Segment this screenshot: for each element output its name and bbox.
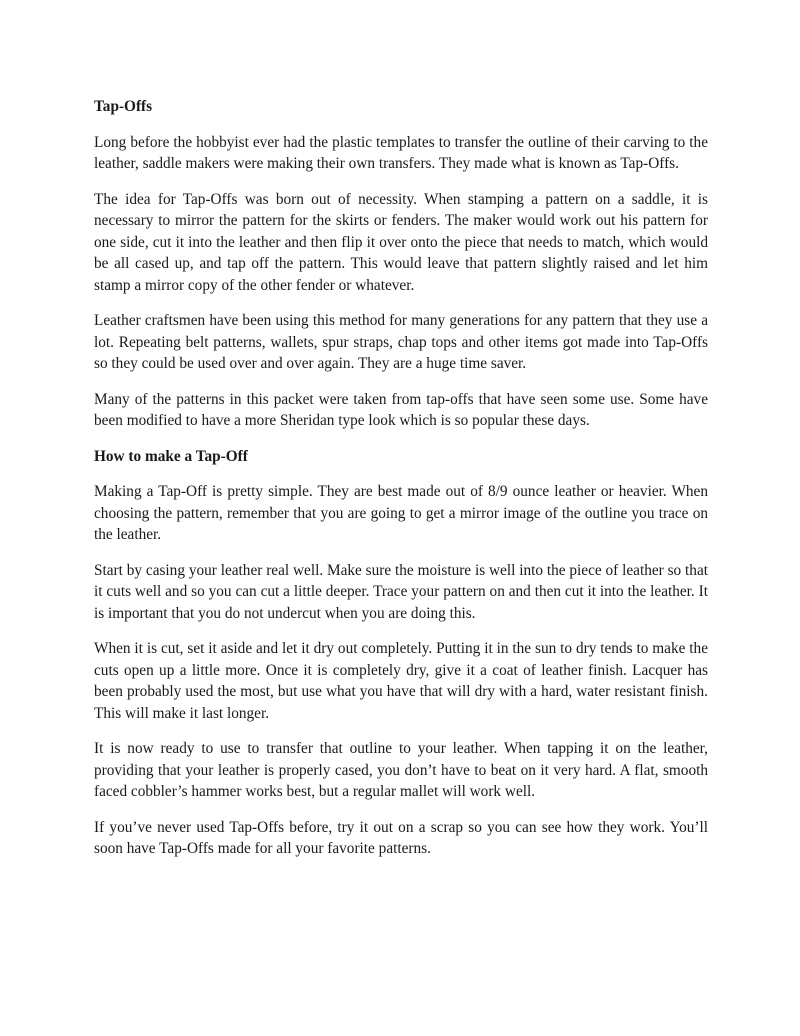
document-page [94, 96, 708, 874]
paragraph: Many of the patterns in this packet were taken from tap-offs that have seen some use. Some have been modified to have a more Sheridan type look which is so popular these days. [94, 390, 708, 429]
section-heading: Tap-Offs [94, 98, 153, 115]
paragraph: The idea for Tap-Offs was born out of necessity. When stamping a pattern on a saddle, it is necessary to mirror the pattern for the skirts or fenders. The maker would work out his pattern for one side, cut it into the leather and then flip it over onto the piece that needs to match, which would be all cased up, and tap off the pattern. This would leave that pattern slightly raised and let him stamp a mirror copy of the other fender or whatever. [94, 190, 708, 294]
paragraph: If you’ve never used Tap-Offs before, try it out on a scrap so you can see how they work. You’ll soon have Tap-Offs made for all your favorite patterns. [94, 818, 708, 857]
paragraph: Long before the hobbyist ever had the plastic templates to transfer the outline of their carving to the leather, saddle makers were making their own transfers. They made what is known as Tap-Offs. [94, 133, 708, 172]
paragraph: Start by casing your leather real well. Make sure the moisture is well into the piece of leather so that it cuts well and so you can cut a little deeper. Trace your pattern on and then cut it into the leather. It is important that you do not undercut when you are doing this. [94, 561, 708, 622]
paragraph: When it is cut, set it aside and let it dry out completely. Putting it in the sun to dry tends to make the cuts open up a little more. Once it is completely dry, give it a coat of leather finish. Lacquer has been probably used the most, but use what you have that will dry with a hard, water resistant finish. This will make it last longer. [94, 640, 708, 722]
section-how-to-make [94, 446, 708, 860]
paragraph: Leather craftsmen have been using this method for many generations for any pattern that they use a lot. Repeating belt patterns, wallets, spur straps, chap tops and other items got made into Tap-Offs so they could be used over and over again. They are a huge time saver. [94, 312, 708, 372]
section-heading: How to make a Tap-Off [94, 447, 248, 465]
section-tap-offs [94, 96, 708, 432]
paragraph: Making a Tap-Off is pretty simple. They are best made out of 8/9 ounce leather or heavier. When choosing the pattern, remember that you are going to get a mirror image of the outline you trace on the leather. [94, 483, 708, 543]
paragraph: It is now ready to use to transfer that outline to your leather. When tapping it on the leather, providing that your leather is properly cased, you don’t have to beat on it very hard. A flat, smooth faced cobbler’s hammer works best, but a regular mallet will work well. [94, 740, 708, 800]
